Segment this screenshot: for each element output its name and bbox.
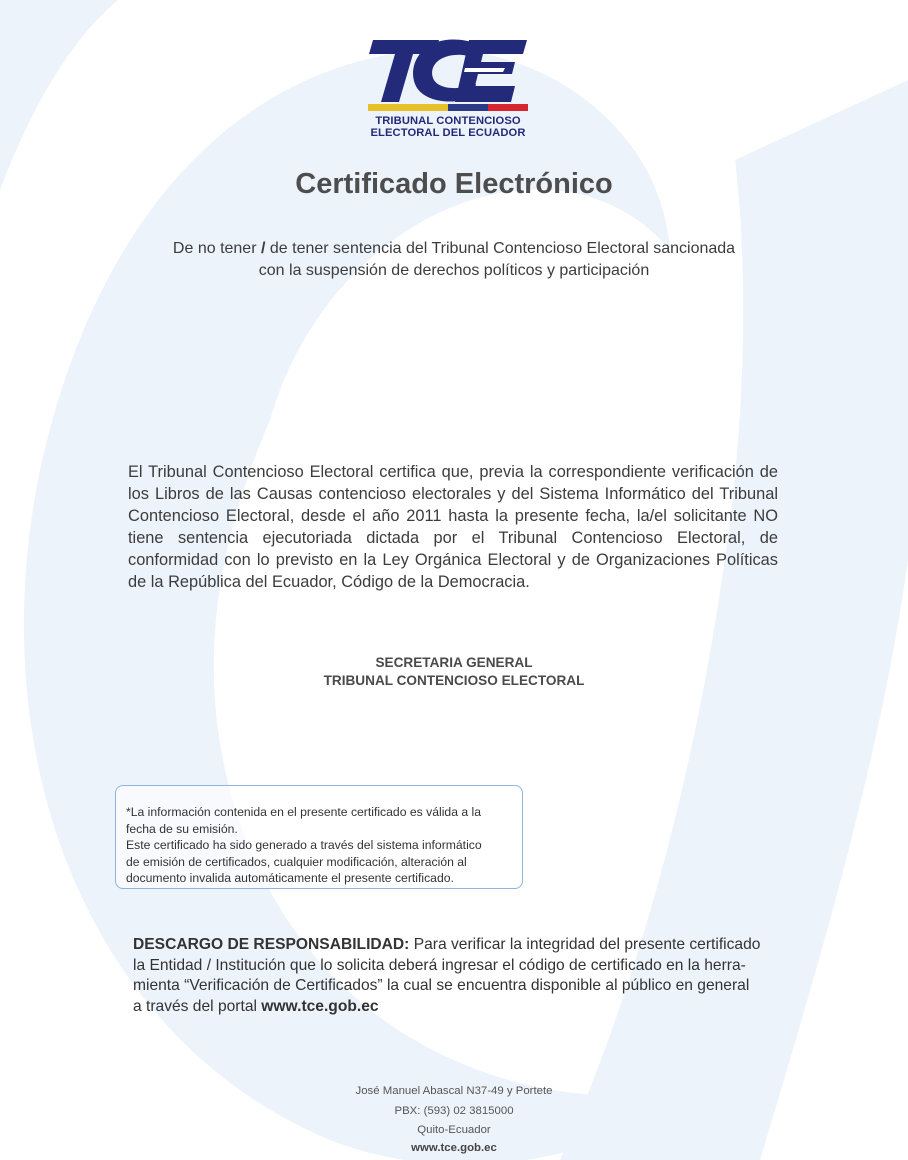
validity-notice-box [115, 785, 523, 889]
notice-line4: de emisión de certificados, cualquier modificación, alteración al [126, 854, 467, 869]
flag-blue-stripe [448, 104, 488, 111]
disclaimer-line1 [133, 935, 793, 956]
notice-line3: Este certificado ha sido generado a través del sistema informático [126, 838, 482, 852]
disclaimer-line4-prefix: a través del portal [133, 997, 262, 1015]
tce-wordmark-icon [365, 38, 531, 106]
subtitle-line1 [100, 238, 808, 260]
footer-city: Quito-Ecuador [417, 1124, 491, 1136]
disclaimer-line4 [133, 997, 793, 1018]
logo-caption [365, 115, 531, 139]
signature-line2: TRIBUNAL CONTENCIOSO ELECTORAL [323, 673, 585, 688]
flag-yellow-stripe [368, 104, 448, 111]
disclaimer-text1: Para verificar la integridad del presente certificado [409, 936, 761, 953]
notice-line5: documento invalida automáticamente el presente certificado. [126, 871, 454, 885]
document-title: Certificado Electrónico [295, 168, 613, 200]
footer-address: José Manuel Abascal N37-49 y Portete [355, 1085, 553, 1097]
subtitle-part1: De no tener [172, 240, 261, 257]
subtitle-line2: con la suspensión de derechos políticos y participación [258, 262, 650, 279]
disclaimer-line2: la Entidad / Institución que lo solicita deberá ingresar el código de certificado en la herra- [133, 956, 746, 974]
logo-caption-line1: TRIBUNAL CONTENCIOSO [375, 115, 521, 127]
signature-line1: SECRETARIA GENERAL [375, 655, 533, 670]
flag-stripe [368, 104, 528, 111]
disclaimer-line3: mienta “Verificación de Certificados” la cual se encuentra disponible al público en general [133, 977, 750, 994]
logo-caption-line2: ELECTORAL DEL ECUADOR [370, 127, 526, 139]
certification-body: El Tribunal Contencioso Electoral certifica que, previa la correspondiente verificación de los Libros de las Causas contencioso electorales y del Sistema Informático del Tribunal Contencioso Electoral, desde el año 2011 hasta la presente fecha, la/el solicitante NO tiene sentencia ejecutoriada dictada por el Tribunal Contencioso Electoral, de conformidad con lo previsto en la Ley Orgánica Electoral y de Organizaciones Políticas de la República del Ecuador, Código de la Democracia. [128, 463, 778, 591]
footer-phone: PBX: (593) 02 3815000 [394, 1104, 514, 1117]
footer [0, 1082, 908, 1155]
flag-red-stripe [488, 104, 528, 111]
document-subtitle [100, 238, 808, 282]
subtitle-slash: / [260, 240, 266, 257]
notice-line2: fecha de su emisión. [126, 821, 238, 836]
footer-website-link[interactable]: www.tce.gob.ec [411, 1141, 497, 1154]
disclaimer-label: DESCARGO DE RESPONSABILIDAD: [133, 936, 410, 953]
signature-block [0, 654, 908, 690]
notice-line1: *La información contenida en el presente certificado es válida a la [126, 805, 482, 819]
disclaimer-block [133, 935, 793, 1017]
tce-logo [365, 38, 531, 144]
portal-link[interactable]: www.tce.gob.ec [261, 997, 379, 1015]
subtitle-part2: de tener sentencia del Tribunal Contencioso Electoral sancionada [265, 240, 736, 257]
